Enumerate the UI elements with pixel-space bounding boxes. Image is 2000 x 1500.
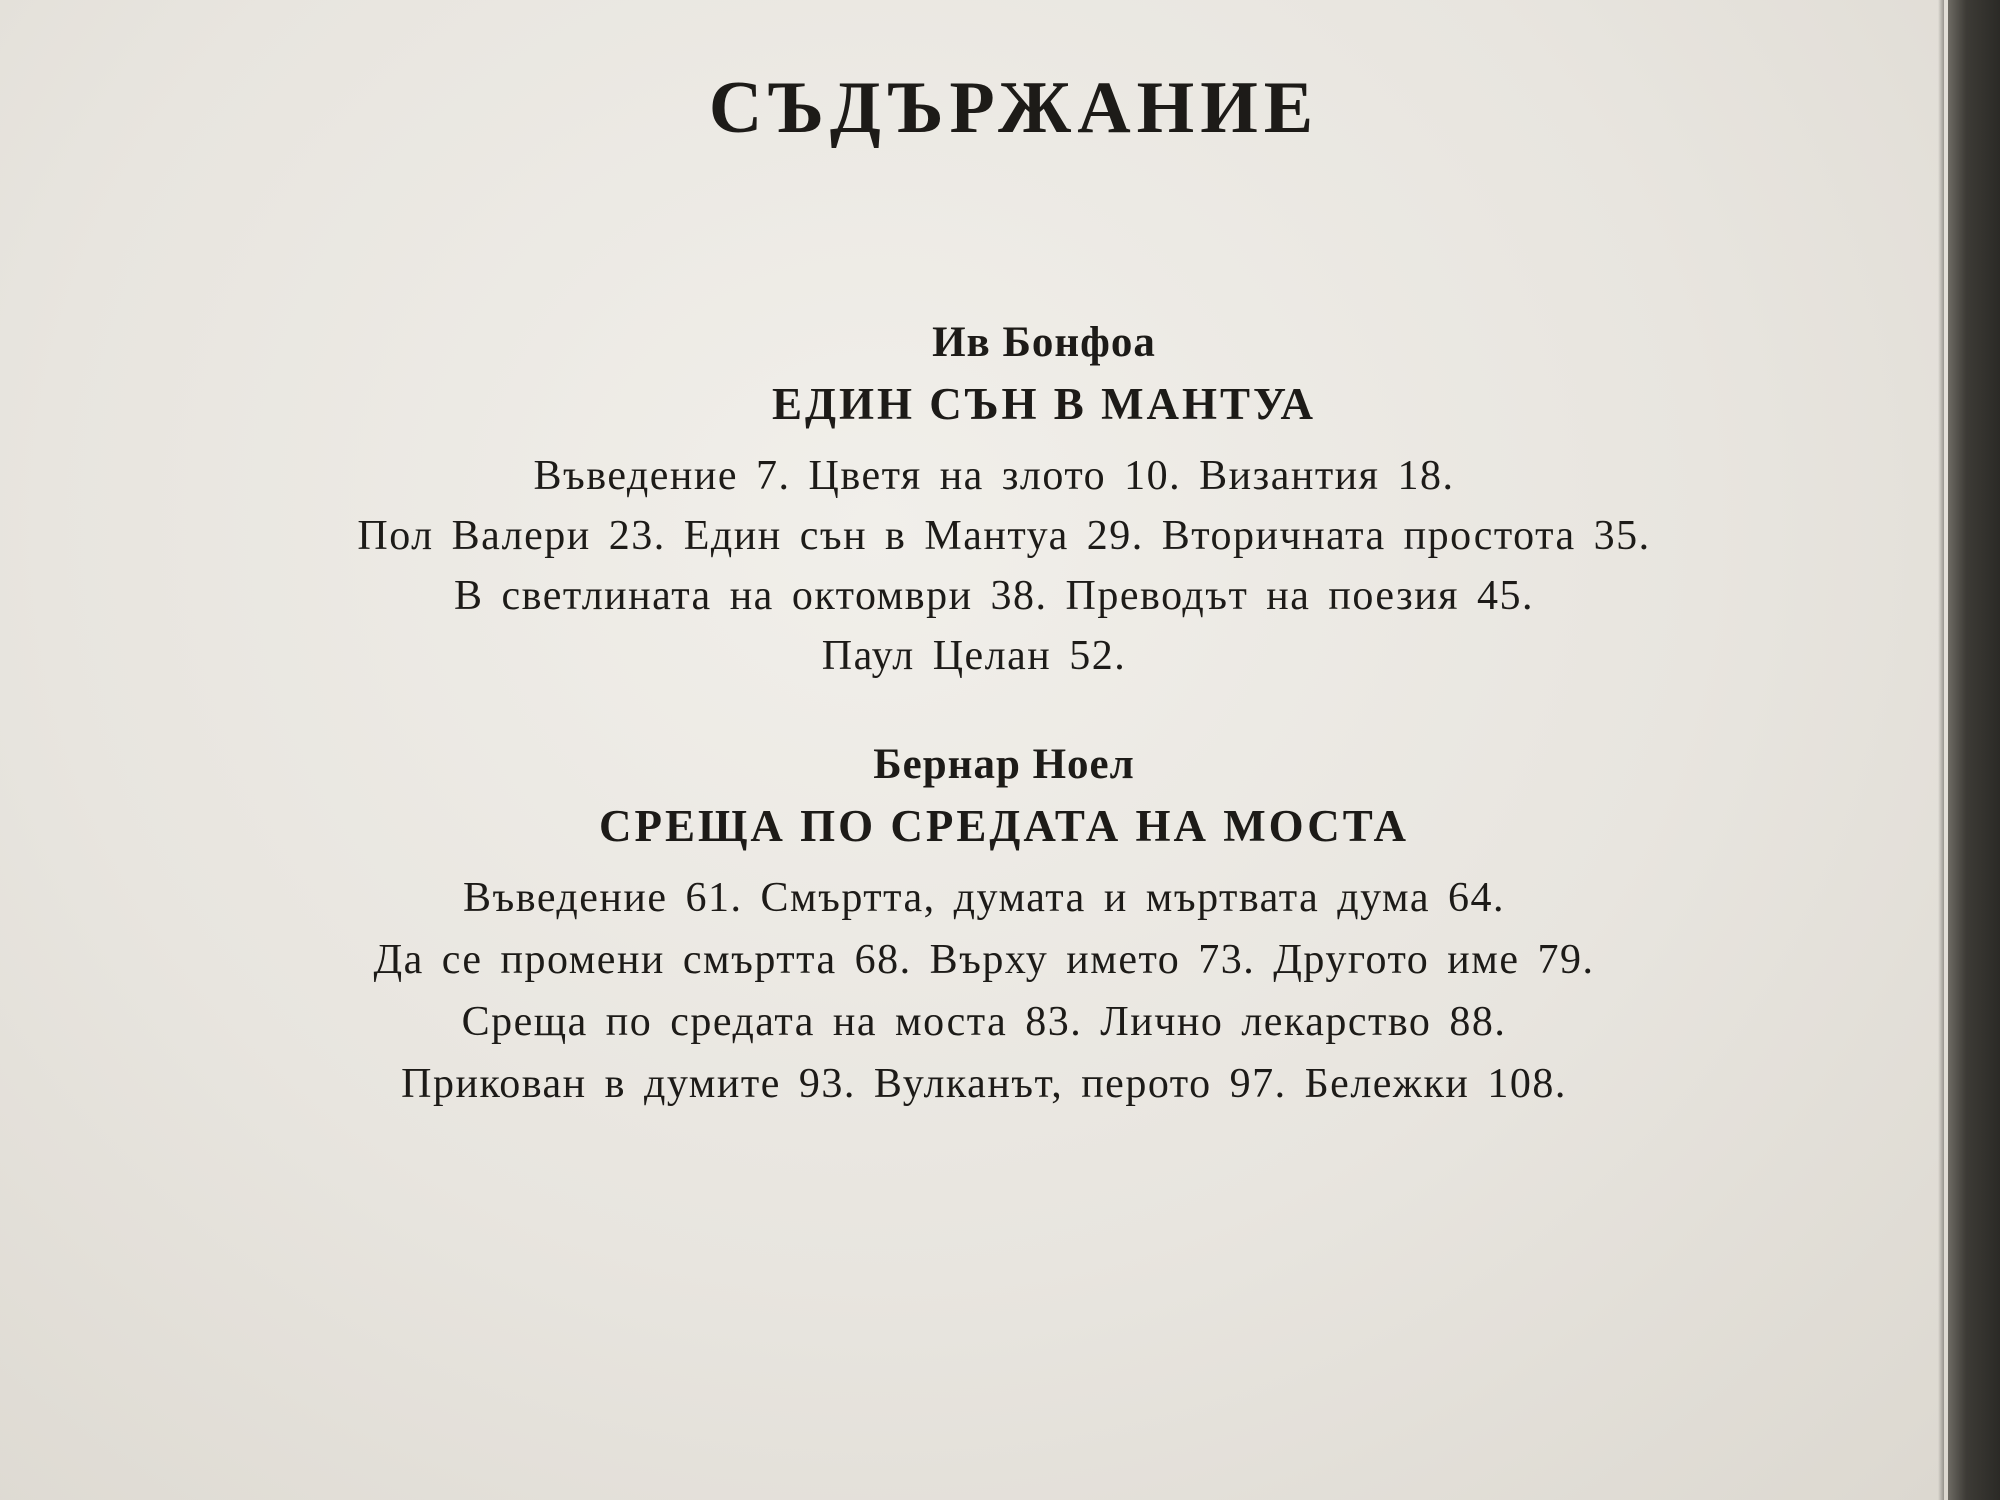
toc-line: Да се промени смъртта 68. Върху името 73. Другото име 79. — [373, 937, 1595, 983]
toc-line: В светлината на октомври 38. Преводът на поезия 45. — [454, 573, 1534, 619]
toc-line: Паул Целан 52. — [821, 633, 1127, 679]
contents-title: СЪДЪРЖАНИЕ — [708, 67, 1320, 149]
section-work-title: ЕДИН СЪН В МАНТУА — [771, 379, 1316, 429]
toc-line: Пол Валери 23. Един сън в Мантуа 29. Вторичната простота 35. — [357, 513, 1651, 559]
section-author: Бернар Ноел — [873, 741, 1135, 788]
toc-line: Въведение 61. Смъртта, думата и мъртвата дума 64. — [463, 875, 1505, 921]
section-author: Ив Бонфоа — [932, 319, 1156, 366]
toc-line: Прикован в думите 93. Вулканът, перото 97. Бележки 108. — [401, 1061, 1567, 1107]
toc-line: Въведение 7. Цветя на злото 10. Византия 18. — [533, 453, 1455, 499]
section-work-title: СРЕЩА ПО СРЕДАТА НА МОСТА — [599, 801, 1409, 851]
toc-line: Среща по средата на моста 83. Лично лекарство 88. — [461, 999, 1507, 1045]
